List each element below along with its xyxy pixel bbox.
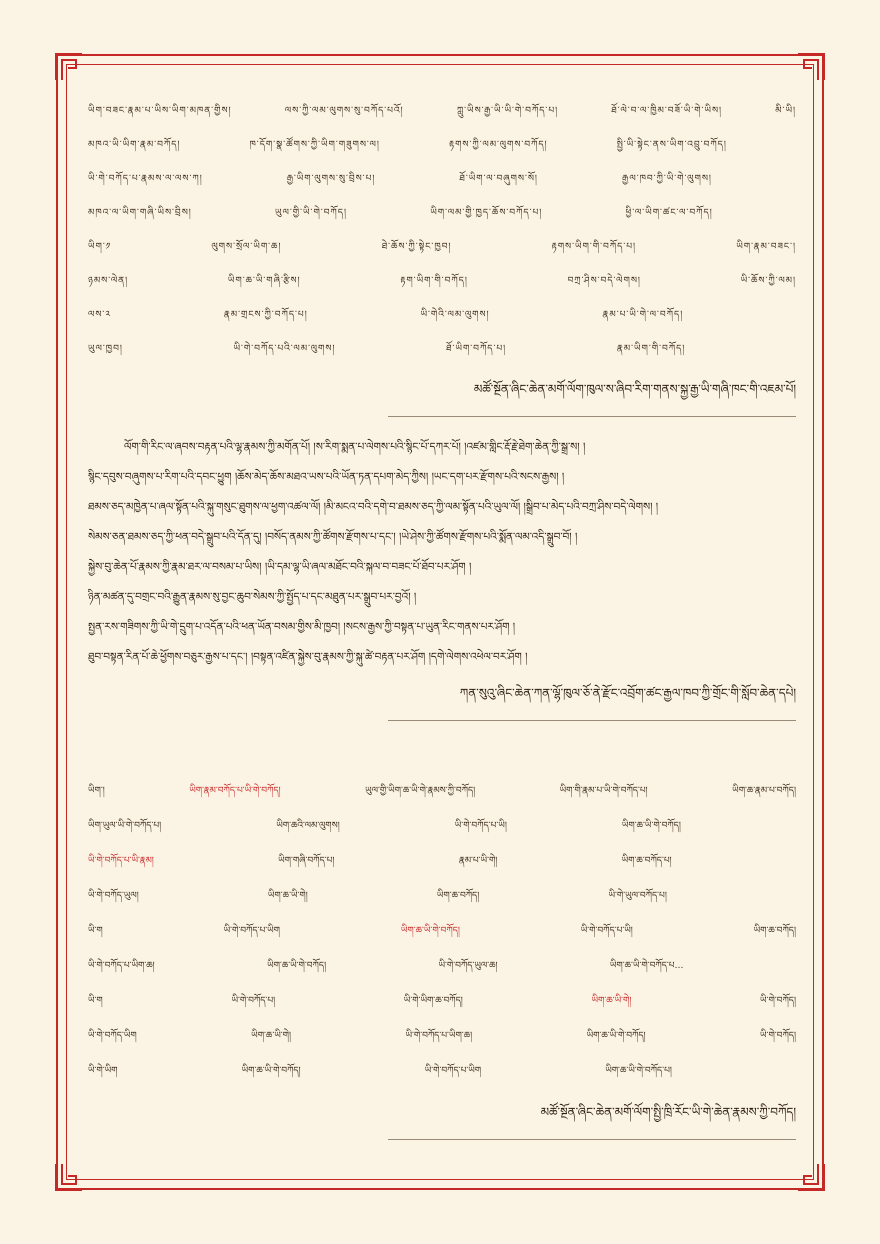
sample-1-line: [88, 266, 796, 300]
sample-2-divider: [388, 720, 796, 721]
calligraphy-sample-1: [88, 96, 796, 417]
sample-3-phrase: ཡི་གེ་བཀོད་པ།: [231, 996, 276, 1006]
sample-1-line: [88, 198, 796, 232]
sample-1-phrase: མཁའ་ལ་ཡིག་གཞི་ཡིས་བྲིས།: [88, 207, 192, 218]
sample-1-phrase: ཐོ་ལེ་བ་ལ་ཁྱིམ་བཟོ་ཡི་གེ་ཡིས།: [611, 105, 723, 116]
corner-ornament-bottom-right: [794, 1160, 828, 1194]
sample-1-phrase: ཉམས་ལེན།: [88, 275, 129, 286]
sample-3-phrase: ཡིག་ཆ་ཡི་གེ།: [591, 996, 632, 1006]
sample-3-phrase: ཡིག་ཆ་ཡི་གེ་བཀོད།: [621, 821, 681, 831]
sample-3-phrase: ཡི་གེ་བཀོད།: [760, 996, 796, 1006]
sample-1-lines: [88, 96, 796, 368]
sample-1-phrase: རྣམ་གྲངས་ཀྱི་བཀོད་པ།: [223, 309, 308, 320]
sample-1-phrase: ཡིག་ཆ་ཡི་གཞི་རྩིས།: [227, 275, 301, 286]
sample-3-phrase: ཡིག་ཆ་བཀོད།: [753, 926, 796, 936]
sample-3-phrase: ཡི་གེ་ཡུལ་བཀོད་པ།: [608, 891, 667, 901]
sample-3-phrase: ཡི་གེ་བཀོད་པ་ཡིག་ཆ།: [405, 1031, 473, 1041]
sample-1-phrase: རྟག་ཡིག་གི་བཀོད།: [400, 275, 468, 286]
sample-1-caption: མཚོ་སྔོན་ཞིང་ཆེན་མགོ་ལོག་ཁུལ་ས་ཞིབ་རིག་གནས་སྐྱ་རྒྱ་ཡི་གཞི་ཁང་གི་འཇམ་པོ།: [473, 382, 796, 396]
sample-3-phrase: ཡི་གེ་བཀོད་པ་ཡིག་ཆ།: [88, 961, 155, 971]
sample-3-phrase: ཡི་གེ་བཀོད་ཡིག: [88, 1031, 137, 1041]
sample-3-phrase: ཡི་གེ་བཀོད་པ་ཡི་རྣམ།: [88, 856, 154, 866]
sample-2-line: ཉིན་མཚན་དུ་བགྲང་བའི་རྒྱུན་རྣམས་སུ་བྱང་ཆུབ་སེམས་ཀྱི་སྤྱོད་པ་དང་མཐུན་པར་སྒྲུབ་པར་བྱའོ། །: [88, 591, 417, 603]
corner-ornament-top-right: [794, 50, 828, 84]
sample-3-line: [88, 776, 796, 811]
sample-3-line: [88, 951, 796, 986]
sample-3-lines: [88, 776, 796, 1091]
sample-3-divider: [388, 1139, 796, 1140]
sample-3-phrase: ཡིག་ཆ་རྣམ་པ་བཀོད།: [732, 786, 796, 796]
sample-2-line: སྤྱན་རས་གཟིགས་ཀྱི་ཡི་གེ་དྲུག་པ་འདོན་པའི་ཕན་ཡོན་བསམ་གྱིས་མི་ཁྱབ། །སངས་རྒྱས་ཀྱི་བསྟན་པ་ཡུན་རིང་གནས་པར་ཤོག །: [88, 621, 516, 633]
sample-1-line: [88, 300, 796, 334]
sample-3-phrase: ཡིག་ཆ་ཡི་གེ།: [267, 891, 308, 901]
sample-3-phrase: ཡིག་ཆ་ཡི་གེ།: [251, 1031, 291, 1041]
sample-1-phrase: རྣམ་ཡིག་གི་བཀོད།: [616, 343, 686, 354]
sample-2-line: སྙིང་དབུས་བཞུགས་པ་རིག་པའི་དབང་ཕྱུག །ཆོས་མེད་ཆོས་མཐའ་ཡས་པའི་ཡོན་ཏན་དཔག་མེད་ཀྱིས། །ཡང་དག་པར་རྫོགས་པའི་སངས་རྒྱས། །: [88, 471, 565, 483]
sample-3-line: [88, 846, 796, 881]
sample-3-phrase: ཡིག་ཆ་བཀོད་པ།: [621, 856, 672, 866]
calligraphy-sample-3: [88, 776, 796, 1140]
calligraphy-sample-2: [88, 432, 796, 721]
sample-1-phrase: མི་ཡི།: [775, 105, 796, 116]
sample-3-phrase: ཡི་གེ་ཡིག་ཆ་བཀོད།: [403, 996, 463, 1006]
sample-3-phrase: ཡི་གེ་ཡིག: [88, 1066, 118, 1076]
sample-3-phrase: ཡིག་ཆ་ཡི་གེ་བཀོད།: [267, 961, 327, 971]
sample-3-phrase: རྣམ་པ་ཡི་གེ།: [458, 856, 498, 866]
sample-1-line: [88, 334, 796, 368]
sample-2-line: ཐམས་ཅད་མཁྱེན་པ་ཞལ་སྟོན་པའི་སྐུ་གསུང་ཐུགས་ལ་ཕྱག་འཚལ་ལོ། །མི་མངའ་བའི་དགེ་བ་ཐམས་ཅད་ཀྱི་ལམ་སྟོན་པའི་ཡུལ་ལོ། །སྒྲིབ་པ་མེད་པའི་བཀྲ་ཤིས་བདེ་ལེགས། །: [88, 501, 659, 513]
sample-2-caption: ཀན་སུའུ་ཞིང་ཆེན་ཀན་ལྷོ་ཁུལ་ཅོ་ནེ་རྫོང་འབྲོག་ཚང་རྒྱལ་ཁབ་ཀྱི་གྲོང་གི་སློབ་ཆེན་དཔེ།: [459, 686, 796, 700]
sample-1-phrase: ལུགས་སྲོལ་ཡིག་ཆ།: [211, 241, 282, 252]
sample-1-phrase: ཐོ་ཡིག་བཀོད་པ།: [446, 343, 507, 354]
sample-2-line: སྐྱེས་བུ་ཆེན་པོ་རྣམས་ཀྱི་རྣམ་ཐར་ལ་བསམ་པ་ཡིས། །ཡི་དམ་ལྷ་ཡི་ཞལ་མཐོང་བའི་སྐལ་བ་བཟང་པོ་ཐོབ་པར་ཤོག །: [88, 561, 472, 573]
sample-3-line: [88, 1056, 796, 1091]
sample-3-phrase: ཡིག་ཆ་ཡི་གེ་བཀོད་པ…: [609, 961, 684, 971]
sample-3-phrase: ཡི་ག: [88, 996, 103, 1006]
sample-3-line: [88, 916, 796, 951]
sample-1-line: [88, 164, 796, 198]
sample-3-phrase: ཡི་ག: [88, 926, 103, 936]
sample-1-phrase: ལས་༢: [88, 309, 111, 320]
sample-1-phrase: མཁའ་ཡི་ཡིག་རྣམ་བཀོད།: [88, 139, 181, 150]
sample-3-phrase: ཡི་གེ་བཀོད་ཡུལ།: [88, 891, 139, 901]
sample-2-lines: [88, 432, 796, 672]
sample-1-phrase: སྤྱི་ཡི་སྟེང་ནས་ཡིག་འབྲུ་བཀོད།: [616, 139, 727, 150]
sample-3-phrase: ཡིག་ཡུལ་ཡི་གེ་བཀོད་པ།: [88, 821, 162, 831]
sample-3-line: [88, 1021, 796, 1056]
sample-3-line: [88, 986, 796, 1021]
sample-3-phrase: ཡི་གེ་བཀོད་པ་ཡི།: [454, 821, 507, 831]
sample-3-phrase: ཡི་གེ་བཀོད་ཡུལ་ཆ།: [438, 961, 498, 971]
sample-1-line: [88, 130, 796, 164]
sample-3-phrase: ཡི་གེ་བཀོད་པ་ཡིག: [223, 926, 280, 936]
sample-1-phrase: ཡིག་བཟང་རྣམ་པ་ཡིས་ཡིག་མཁན་གྱིས།: [88, 105, 232, 116]
sample-3-phrase: ཡིག་ཆའི་ལམ་ལུགས།: [276, 821, 340, 831]
sample-1-phrase: ཡིག་རྣམ་བཟང་།: [736, 241, 796, 252]
sample-3-line: [88, 881, 796, 916]
sample-3-phrase: ཡིག་གི་རྣམ་པ་ཡི་གེ་བཀོད་པ།: [559, 786, 648, 796]
sample-1-phrase: ཐེ་ཆོས་ཀྱི་སྟེང་ཁྱབ།: [381, 241, 452, 252]
sample-3-caption: མཚོ་སྔོན་ཞིང་ཆེན་མགོ་ལོག་སྤྱི་ཁྲི་རོང་ཡི་གེ་ཆེན་རྣམས་ཀྱི་བཀོད།: [540, 1105, 796, 1119]
sample-1-phrase: ཡི་གེའི་ལམ་ལུགས།: [420, 309, 490, 320]
sample-1-phrase: ཡི་གེ་བཀོད་པའི་ལམ་ལུགས།: [233, 343, 336, 354]
sample-3-phrase: ཡིག་གཞི་བཀོད་པ།: [278, 856, 335, 866]
corner-ornament-bottom-left: [52, 1160, 86, 1194]
sample-3-phrase: ཡིག་ཆ་ཡི་གེ་བཀོད་པ།: [605, 1066, 672, 1076]
corner-ornament-top-left: [52, 50, 86, 84]
sample-3-phrase: ཡིག་ཆ་ཡི་གེ་བཀོད།: [586, 1031, 646, 1041]
sample-1-phrase: ཡིག་༡: [88, 241, 112, 252]
sample-3-phrase: ཡི་གེ་བཀོད་པ་ཡིག: [424, 1066, 482, 1076]
sample-1-phrase: ལས་ཀྱི་ལམ་ལུགས་སུ་བཀོད་པའོ།: [284, 105, 404, 116]
sample-3-phrase: ཡིག་།: [88, 786, 105, 796]
sample-1-phrase: རྟགས་ཀྱི་ལམ་ལུགས་བཀོད།: [448, 139, 548, 150]
sample-3-phrase: ཡུལ་གྱི་ཡིག་ཆ་ཡི་གེ་རྣམས་ཀྱི་བཀོད།: [365, 786, 476, 796]
sample-3-phrase: ཡིག་ཆ་བཀོད།: [436, 891, 480, 901]
sample-1-phrase: རྟགས་ཡིག་གི་བཀོད་པ།: [551, 241, 636, 252]
sample-1-line: [88, 96, 796, 130]
sample-1-phrase: ཕྱི་ལ་ཡིག་ཚང་ལ་བཀོད།: [625, 207, 713, 218]
sample-1-phrase: རྣམ་པ་ཡི་གེ་ལ་བཀོད།: [602, 309, 684, 320]
sample-1-phrase: ཡིག་ལམ་གྱི་ཁྱད་ཆོས་བཀོད་པ།: [430, 207, 543, 218]
sample-3-line: [88, 811, 796, 846]
sample-1-phrase: ཡུལ་གྱི་ཡི་གེ་བཀོད།: [275, 207, 347, 218]
sample-1-phrase: ཡི་ཆོས་ཀྱི་ལམ།: [740, 275, 796, 286]
sample-3-phrase: ཡིག་ཆ་ཡི་གེ་བཀོད།: [241, 1066, 301, 1076]
sample-3-phrase: ཡིག་ཆ་ཡི་གེ་བཀོད།: [400, 926, 460, 936]
sample-3-phrase: ཡི་གེ་བཀོད་པ་ཡི།: [580, 926, 633, 936]
sample-1-phrase: རྒྱལ་ཁབ་ཀྱི་ཡི་གེ་ལུགས།: [622, 173, 712, 184]
sample-1-phrase: ཀླུ་ཡིས་རྒྱ་ཡི་ཡི་གེ་བཀོད་པ།: [456, 105, 559, 116]
sample-2-line: ཐུབ་བསྟན་རིན་པོ་ཆེ་ཕྱོགས་བཅུར་རྒྱས་པ་དང་། །བསྟན་འཛིན་སྐྱེས་བུ་རྣམས་ཀྱི་སྐུ་ཚེ་བརྟན་པར་ཤོག །དགེ་ལེགས་འཕེལ་བར་ཤོག །: [88, 651, 528, 663]
sample-3-phrase: ཡིག་རྣམ་བཀོད་པ་ཡི་གེ་བཀོད།: [189, 786, 281, 796]
sample-1-phrase: ཐོ་ཡིག་ལ་བཞུགས་སོ།: [459, 173, 538, 184]
sample-1-phrase: ཡི་གེ་བཀོད་པ་རྣམས་ལ་ལས་ཀ།: [88, 173, 203, 184]
sample-1-phrase: བཀྲ་ཤིས་བདེ་ལེགས།: [567, 275, 641, 286]
sample-1-phrase: ཡུལ་ཁྱབ།: [88, 343, 123, 354]
sample-2-line: སེམས་ཅན་ཐམས་ཅད་ཀྱི་ཕན་བདེ་སྒྲུབ་པའི་དོན་དུ། །བསོད་ནམས་ཀྱི་ཚོགས་རྫོགས་པ་དང་། །ཡེ་ཤེས་ཀྱི་ཚོགས་རྫོགས་པའི་སྨོན་ལམ་འདི་སྒྲུབ་བོ། །: [88, 531, 578, 543]
sample-2-line: ལོག་གི་རིང་ལ་ཞབས་བརྟན་པའི་ལྷ་རྣམས་ཀྱི་མགོན་པོ། །ས་རིག་སྨན་པ་ལེགས་པའི་སྙིང་པོ་དཀར་པོ། །འཛམ་གླིང་རྡོ་རྗེ་ཐེག་ཆེན་ཀྱི་སྒྲ་ས། །: [124, 441, 586, 453]
sample-1-divider: [388, 416, 796, 417]
sample-3-phrase: ཡི་གེ་བཀོད།: [760, 1031, 796, 1041]
sample-1-phrase: ཁ་དོག་སྣ་ཚོགས་ཀྱི་ཡིག་གཟུགས་ལ།: [249, 139, 380, 150]
sample-1-phrase: རྒྱ་ཡིག་ལུགས་སུ་བྲིས་པ།: [286, 173, 376, 184]
sample-1-line: [88, 232, 796, 266]
